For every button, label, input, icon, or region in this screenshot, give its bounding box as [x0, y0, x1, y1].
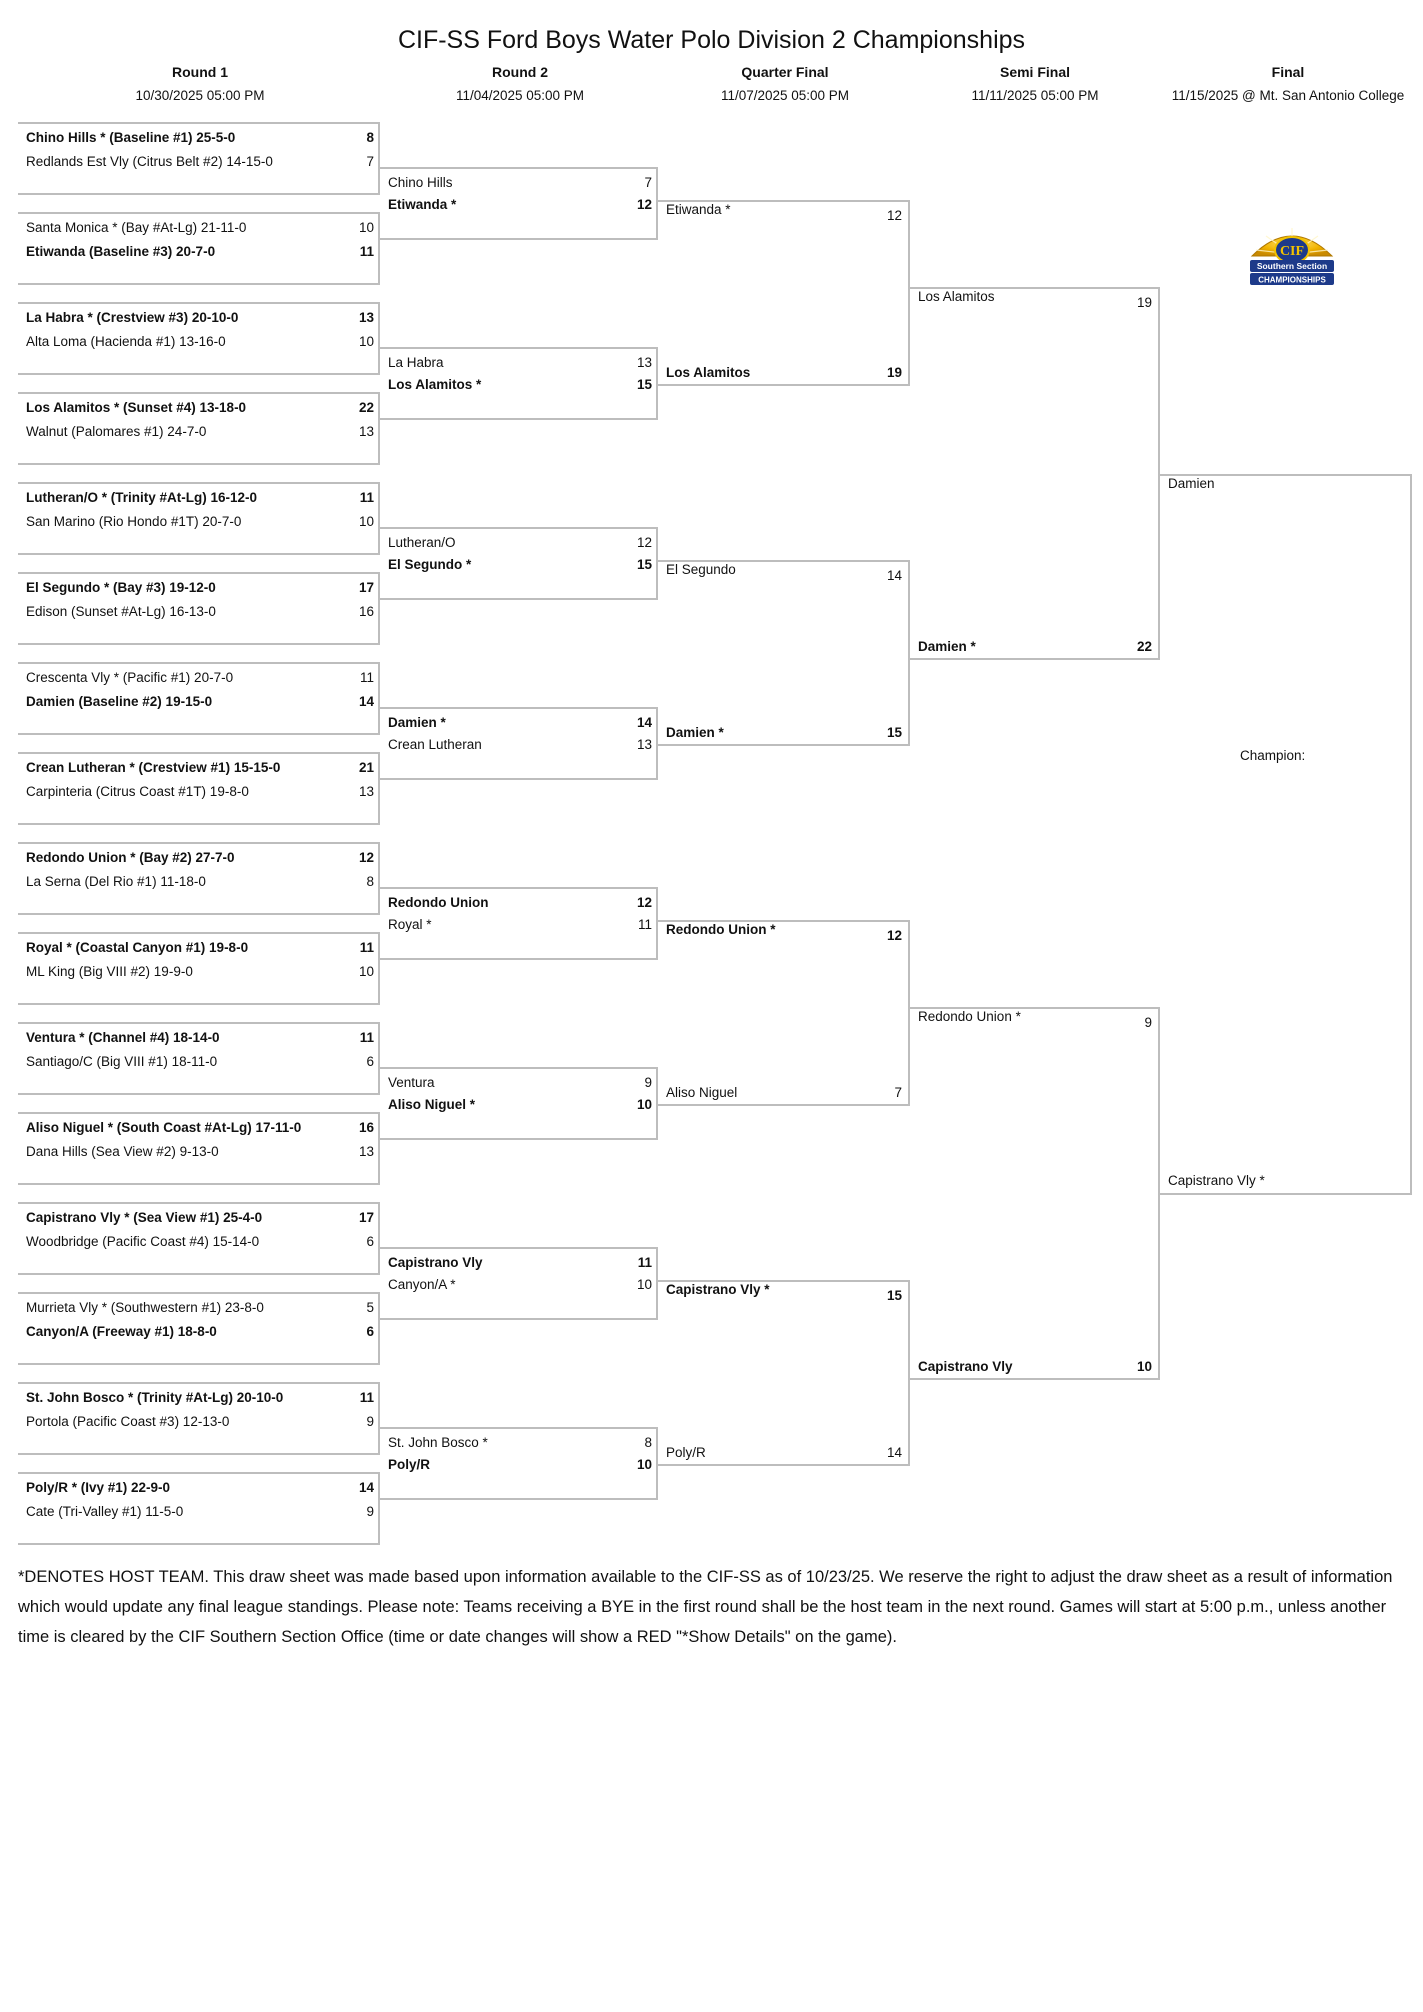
team-score: 15	[636, 377, 652, 392]
team-name: St. John Bosco * (Trinity #At-Lg) 20-10-0	[26, 1390, 284, 1405]
round-date: 11/07/2025 05:00 PM	[720, 88, 850, 103]
team-name: Portola (Pacific Coast #3) 12-13-0	[26, 1414, 230, 1429]
footnote: *DENOTES HOST TEAM. This draw sheet was made based upon information available to the CIF-SS as of 10/23/25. We reserve the right to adjust the draw sheet as a result of information which would update any final league standings. Please note: Teams receiving a BYE in the first round shall be the host team in the next round. Games will start at 5:00 p.m., unless another time is cleared by the CIF Southern Section Office (time or date changes will show a RED "*Show Details" on the game).	[18, 1568, 1393, 1646]
quarterfinal-match	[658, 920, 910, 1106]
team-name: Edison (Sunset #At-Lg) 16-13-0	[26, 604, 216, 619]
team-name: Damien *	[666, 725, 724, 740]
round-header: Round 2	[492, 64, 548, 80]
team-name: El Segundo * (Bay #3) 19-12-0	[26, 580, 216, 595]
team-name: Chino Hills * (Baseline #1) 25-5-0	[26, 130, 236, 145]
team-score: 6	[366, 1324, 374, 1339]
round-header: Final	[1271, 64, 1305, 80]
round-date: 11/11/2025 05:00 PM	[971, 88, 1099, 103]
team-score: 11	[637, 917, 652, 932]
team-name: Poly/R	[388, 1457, 431, 1472]
team-name: Canyon/A *	[388, 1277, 456, 1292]
team-score: 5	[366, 1300, 374, 1315]
team-score: 12	[886, 928, 902, 943]
team-name: Los Alamitos	[918, 289, 995, 304]
team-name: Murrieta Vly * (Southwestern #1) 23-8-0	[26, 1300, 264, 1315]
team-score: 8	[366, 130, 374, 145]
team-score: 6	[366, 1234, 374, 1249]
team-score: 9	[366, 1504, 374, 1519]
team-score: 16	[358, 1120, 374, 1135]
team-score: 14	[886, 1445, 902, 1460]
team-score: 13	[358, 310, 374, 325]
team-name: Alta Loma (Hacienda #1) 13-16-0	[26, 334, 226, 349]
team-score: 16	[358, 604, 374, 619]
team-name: Aliso Niguel * (South Coast #At-Lg) 17-11-0	[26, 1120, 302, 1135]
team-name: Ventura * (Channel #4) 18-14-0	[26, 1030, 220, 1045]
team-name: Damien *	[918, 639, 976, 654]
quarterfinal-match	[658, 200, 910, 386]
team-score: 14	[358, 694, 374, 709]
team-name: Santiago/C (Big VIII #1) 18-11-0	[26, 1054, 218, 1069]
team-name: Etiwanda *	[388, 197, 457, 212]
round-date: 11/15/2025 @ Mt. San Antonio College	[1171, 88, 1405, 103]
final-match	[1160, 474, 1412, 1195]
team-score: 12	[358, 850, 374, 865]
team-name: Dana Hills (Sea View #2) 9-13-0	[26, 1144, 219, 1159]
team-score: 12	[636, 535, 652, 550]
team-name: Walnut (Palomares #1) 24-7-0	[26, 424, 207, 439]
team-score: 13	[358, 1144, 374, 1159]
team-score: 13	[358, 424, 374, 439]
team-score: 11	[359, 940, 374, 955]
team-name: Capistrano Vly	[388, 1255, 483, 1270]
team-name: Poly/R	[666, 1445, 706, 1460]
team-name: Canyon/A (Freeway #1) 18-8-0	[26, 1324, 217, 1339]
team-name: Royal *	[388, 917, 432, 932]
quarterfinal-match	[658, 560, 910, 746]
team-score: 7	[644, 175, 652, 190]
team-name: Crean Lutheran	[388, 737, 482, 752]
team-name: Royal * (Coastal Canyon #1) 19-8-0	[26, 940, 249, 955]
team-name: Crean Lutheran * (Crestview #1) 15-15-0	[26, 760, 281, 775]
team-score: 10	[636, 1457, 652, 1472]
team-score: 11	[637, 1255, 652, 1270]
team-score: 19	[886, 365, 902, 380]
team-name: Woodbridge (Pacific Coast #4) 15-14-0	[26, 1234, 260, 1249]
round-header: Quarter Final	[741, 64, 829, 80]
team-score: 7	[894, 1085, 902, 1100]
team-score: 11	[359, 490, 374, 505]
team-name: Redondo Union * (Bay #2) 27-7-0	[26, 850, 235, 865]
svg-text:CHAMPIONSHIPS: CHAMPIONSHIPS	[1258, 275, 1326, 285]
svg-text:CIF: CIF	[1279, 244, 1305, 259]
team-score: 9	[644, 1075, 652, 1090]
team-name: Capistrano Vly * (Sea View #1) 25-4-0	[26, 1210, 263, 1225]
team-name: Redondo Union *	[666, 922, 776, 937]
semifinal-match	[910, 287, 1160, 660]
team-name: La Serna (Del Rio #1) 11-18-0	[26, 874, 206, 889]
quarterfinal-match	[658, 1280, 910, 1466]
team-score: 6	[366, 1054, 374, 1069]
team-name: Lutheran/O * (Trinity #At-Lg) 16-12-0	[26, 490, 258, 505]
team-score: 10	[636, 1097, 652, 1112]
team-score: 10	[636, 1277, 652, 1292]
page-title: CIF-SS Ford Boys Water Polo Division 2 Championships	[397, 26, 1026, 54]
team-score: 10	[1136, 1359, 1152, 1374]
team-name: Santa Monica * (Bay #At-Lg) 21-11-0	[26, 220, 247, 235]
team-name: Damien *	[388, 715, 446, 730]
round-date: 10/30/2025 05:00 PM	[135, 88, 265, 103]
team-name: La Habra * (Crestview #3) 20-10-0	[26, 310, 239, 325]
team-name: El Segundo *	[388, 557, 472, 572]
team-score: 11	[359, 1030, 374, 1045]
team-score: 22	[358, 400, 374, 415]
team-score: 12	[636, 197, 652, 212]
round-header: Semi Final	[999, 64, 1071, 80]
team-score: 8	[366, 874, 374, 889]
team-score: 8	[644, 1435, 652, 1450]
team-score: 15	[636, 557, 652, 572]
team-score: 9	[366, 1414, 374, 1429]
svg-text:Southern Section: Southern Section	[1256, 261, 1328, 271]
team-name: St. John Bosco *	[388, 1435, 488, 1450]
team-name: Carpinteria (Citrus Coast #1T) 19-8-0	[26, 784, 249, 799]
champion-label: Champion:	[1240, 748, 1306, 763]
team-name: Capistrano Vly	[918, 1359, 1013, 1374]
team-name: Los Alamitos * (Sunset #4) 13-18-0	[26, 400, 247, 415]
team-score: 14	[636, 715, 652, 730]
team-name: Los Alamitos *	[388, 377, 482, 392]
team-name: Redondo Union	[388, 895, 489, 910]
team-score: 7	[366, 154, 374, 169]
team-score: 10	[358, 220, 374, 235]
team-name: Cate (Tri-Valley #1) 11-5-0	[26, 1504, 184, 1519]
cif-logo-icon	[1246, 222, 1338, 292]
team-name: Lutheran/O	[388, 535, 456, 550]
team-name: San Marino (Rio Hondo #1T) 20-7-0	[26, 514, 242, 529]
team-name: Crescenta Vly * (Pacific #1) 20-7-0	[26, 670, 234, 685]
team-name: Redondo Union *	[918, 1009, 1021, 1024]
team-score: 13	[636, 737, 652, 752]
team-name: Aliso Niguel	[666, 1085, 738, 1100]
team-score: 10	[358, 334, 374, 349]
team-score: 15	[886, 1288, 902, 1303]
team-name: Los Alamitos	[666, 365, 751, 380]
team-score: 13	[358, 784, 374, 799]
team-name: Redlands Est Vly (Citrus Belt #2) 14-15-0	[26, 154, 273, 169]
team-score: 13	[636, 355, 652, 370]
team-score: 14	[886, 568, 902, 583]
team-score: 9	[1144, 1015, 1152, 1030]
team-score: 11	[359, 1390, 374, 1405]
team-name: Damien (Baseline #2) 19-15-0	[26, 694, 213, 709]
team-score: 21	[358, 760, 374, 775]
team-score: 10	[358, 964, 374, 979]
team-score: 15	[886, 725, 902, 740]
team-score: 17	[358, 1210, 374, 1225]
team-score: 12	[886, 208, 902, 223]
team-name: La Habra	[388, 355, 444, 370]
team-score: 14	[358, 1480, 374, 1495]
team-score: 22	[1136, 639, 1152, 654]
team-score: 17	[358, 580, 374, 595]
team-name: Capistrano Vly *	[666, 1282, 770, 1297]
team-score: 11	[359, 670, 374, 685]
team-score: 12	[636, 895, 652, 910]
team-score: 10	[358, 514, 374, 529]
team-score: 11	[359, 244, 374, 259]
team-score: 19	[1136, 295, 1152, 310]
semifinal-match	[910, 1007, 1160, 1380]
team-name: El Segundo	[666, 562, 736, 577]
team-name: Capistrano Vly *	[1168, 1173, 1265, 1188]
team-name: Etiwanda (Baseline #3) 20-7-0	[26, 244, 216, 259]
team-name: ML King (Big VIII #2) 19-9-0	[26, 964, 193, 979]
team-name: Poly/R * (Ivy #1) 22-9-0	[26, 1480, 171, 1495]
team-name: Etiwanda *	[666, 202, 731, 217]
team-name: Chino Hills	[388, 175, 453, 190]
round-header: Round 1	[172, 64, 228, 80]
team-name: Aliso Niguel *	[388, 1097, 476, 1112]
team-name: Ventura	[388, 1075, 435, 1090]
team-name: Damien	[1168, 476, 1215, 491]
round-date: 11/04/2025 05:00 PM	[455, 88, 585, 103]
